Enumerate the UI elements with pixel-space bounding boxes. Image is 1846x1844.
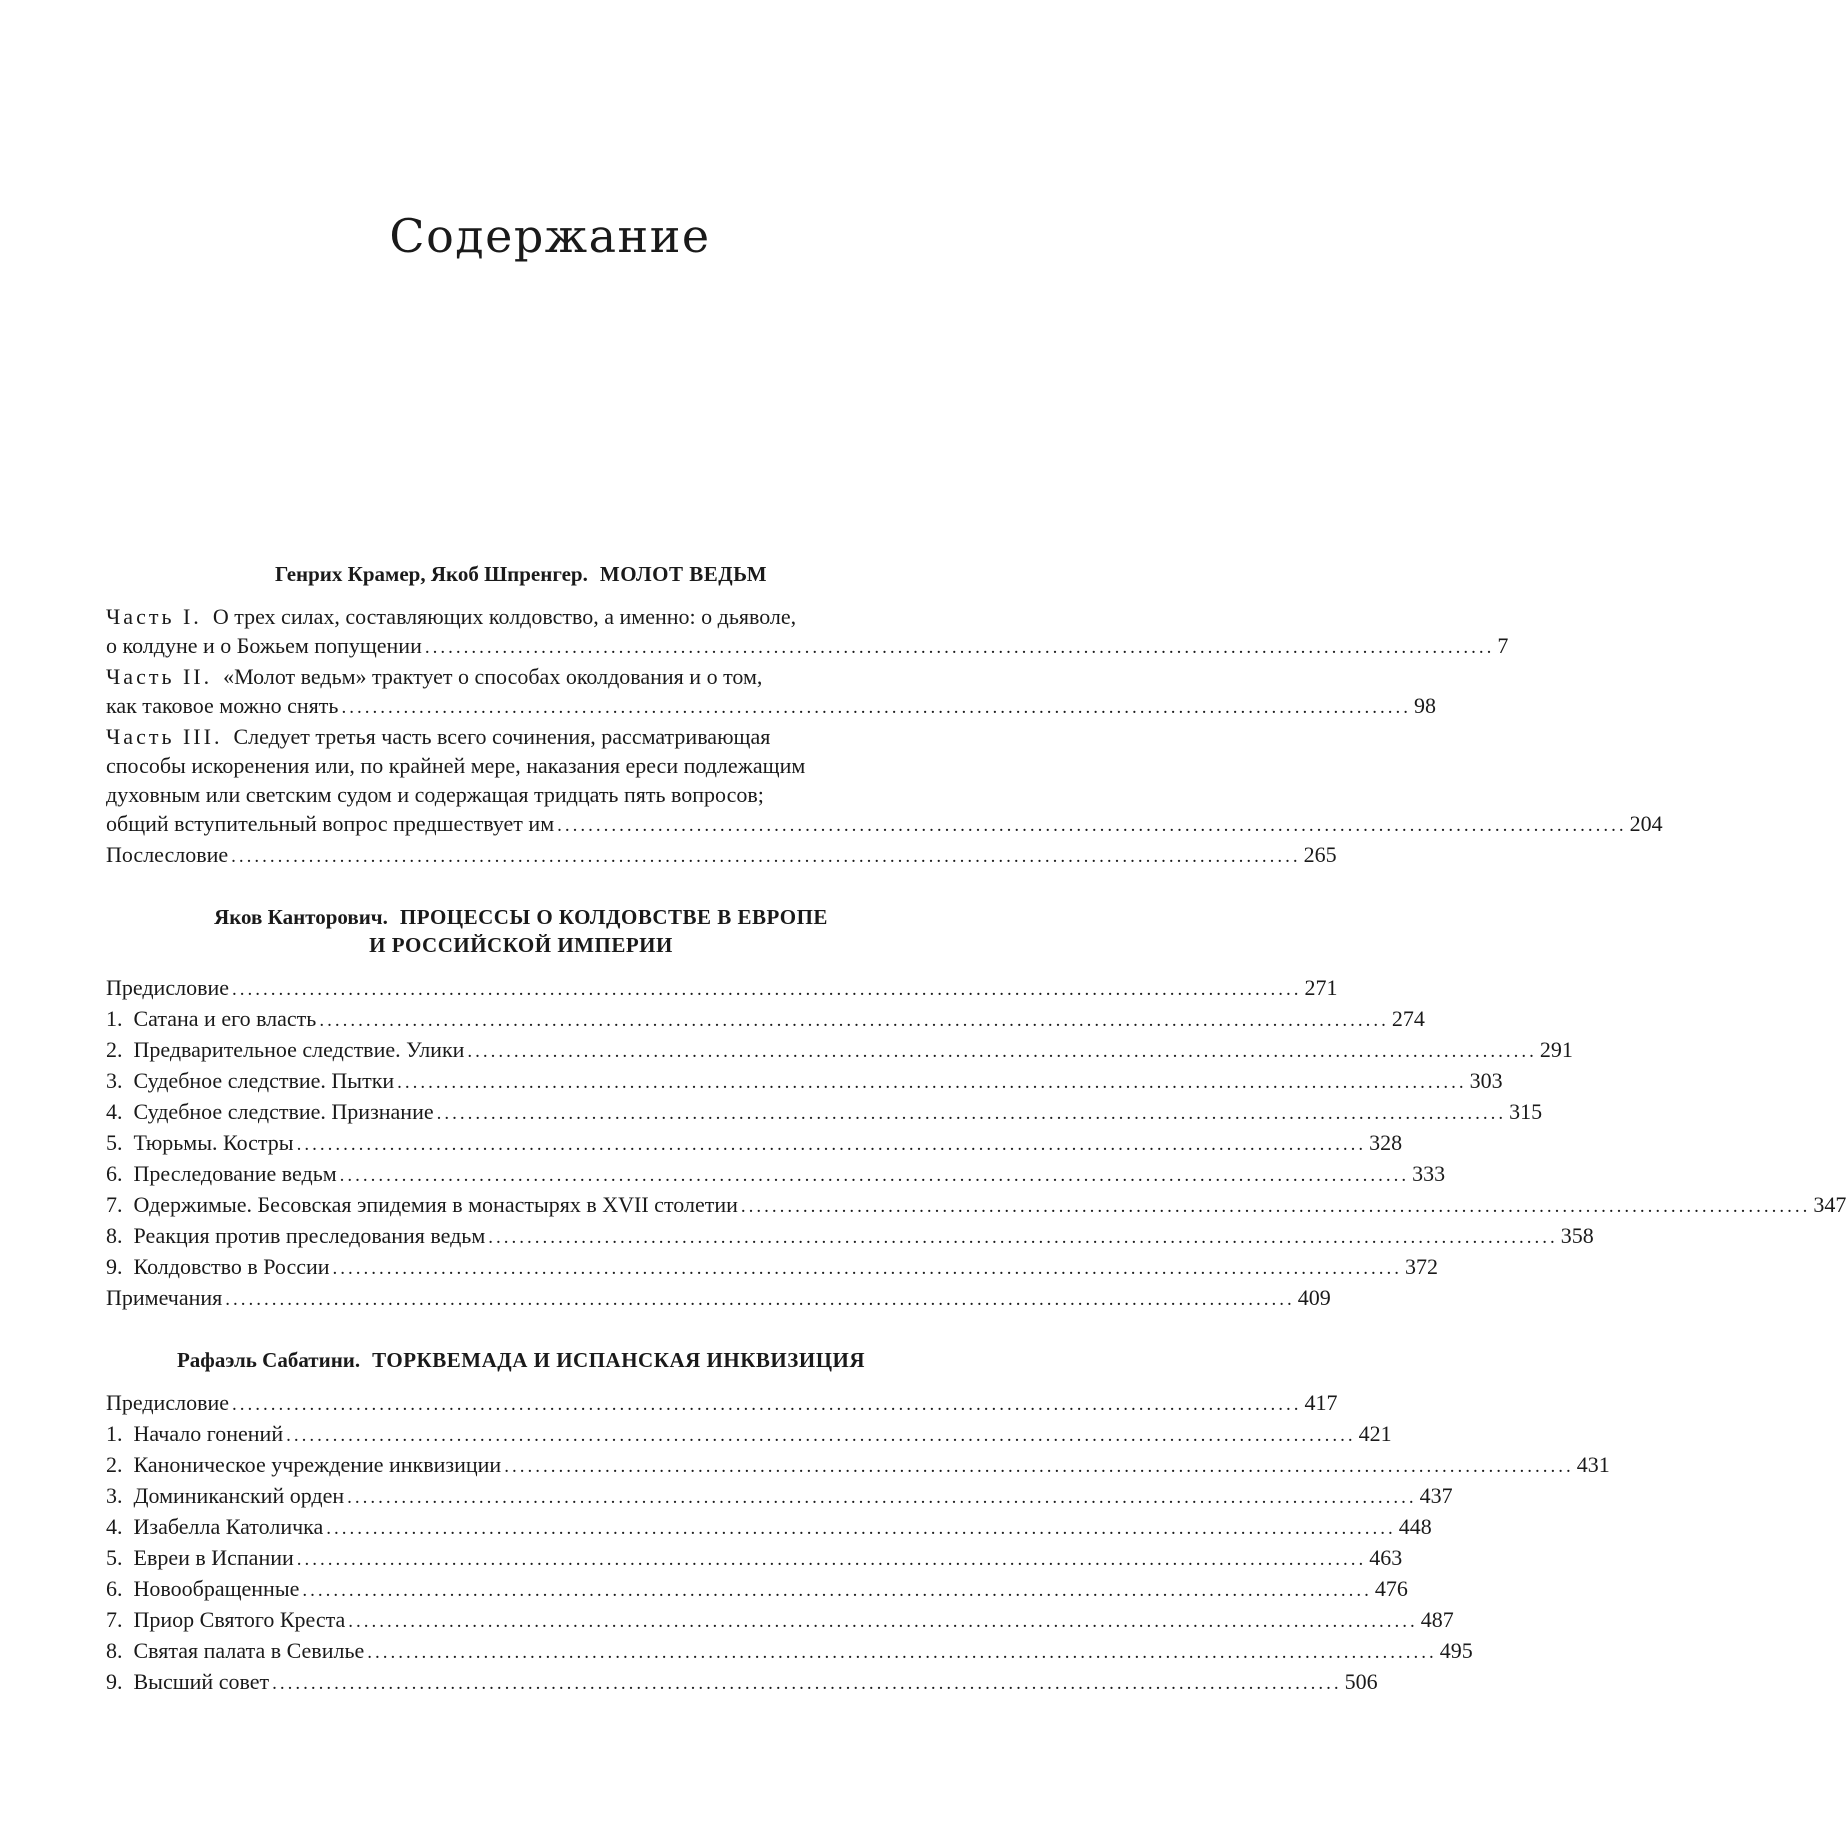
entry-list <box>106 1388 1610 1698</box>
toc-entry[interactable] <box>106 1605 1454 1636</box>
leader-dots: .......................................................................................................................................... <box>225 1289 1295 1310</box>
page-number: 315 <box>1509 1099 1543 1124</box>
section-heading <box>106 903 936 959</box>
toc-entry[interactable] <box>106 1035 1573 1066</box>
toc-section-kantorovich <box>106 903 1846 1314</box>
table-of-contents <box>106 560 1846 1730</box>
entry-last-line <box>106 691 1436 722</box>
leader-dots: .......................................................................................................................................... <box>424 637 1495 658</box>
entry-text: 5. Евреи в Испании <box>106 1545 294 1570</box>
toc-entry[interactable] <box>106 1419 1392 1450</box>
entry-text: 4. Изабелла Католичка <box>106 1514 324 1539</box>
leader-dots: .......................................................................................................................................... <box>348 1611 1418 1632</box>
toc-entry[interactable] <box>106 1667 1378 1698</box>
leader-dots: .......................................................................................................................................... <box>341 697 1411 718</box>
entry-last-line <box>106 631 1509 662</box>
toc-entry[interactable] <box>106 1574 1408 1605</box>
page-number: 476 <box>1374 1576 1408 1601</box>
leader-dots: .......................................................................................................................................... <box>397 1072 1467 1093</box>
leader-dots: .......................................................................................................................................... <box>339 1165 1410 1186</box>
entry-text: 7. Одержимые. Бесовская эпидемия в монастырях в XVII столетии <box>106 1192 738 1217</box>
leader-dots: .......................................................................................................................................... <box>557 815 1627 836</box>
leader-dots: .......................................................................................................................................... <box>232 1394 1302 1415</box>
leader-dots: .......................................................................................................................................... <box>326 1518 1396 1539</box>
page-number: 303 <box>1469 1068 1503 1093</box>
section-author: Яков Канторович. <box>214 905 388 929</box>
leader-dots: .......................................................................................................................................... <box>347 1487 1417 1508</box>
section-title: МОЛОТ ВЕДЬМ <box>599 562 768 586</box>
toc-entry[interactable] <box>106 602 1509 662</box>
entry-text: 9. Колдовство в России <box>106 1254 330 1279</box>
entry-list <box>106 973 1846 1314</box>
toc-entry[interactable] <box>106 1283 1331 1314</box>
leader-dots: .......................................................................................................................................... <box>296 1549 1367 1570</box>
part-label: Часть II. <box>106 664 213 689</box>
page-number: 417 <box>1304 1390 1338 1415</box>
page-number: 328 <box>1369 1130 1403 1155</box>
entry-text: 5. Тюрьмы. Костры <box>106 1130 294 1155</box>
page-number: 437 <box>1419 1483 1453 1508</box>
toc-entry[interactable] <box>106 1388 1338 1419</box>
entry-text: 8. Реакция против преследования ведьм <box>106 1223 486 1248</box>
section-heading <box>106 560 936 588</box>
section-title-line2: И РОССИЙСКОЙ ИМПЕРИИ <box>369 933 673 957</box>
toc-entry[interactable] <box>106 662 1436 722</box>
entry-text: 2. Предварительное следствие. Улики <box>106 1037 465 1062</box>
entry-text: 4. Судебное следствие. Признание <box>106 1099 434 1124</box>
leader-dots: .......................................................................................................................................... <box>286 1425 1356 1446</box>
toc-entry[interactable] <box>106 1252 1439 1283</box>
entry-text: 6. Новообращенные <box>106 1576 300 1601</box>
page-number: 487 <box>1420 1607 1454 1632</box>
section-author: Генрих Крамер, Якоб Шпренгер. <box>274 562 588 586</box>
page-number: 421 <box>1358 1421 1392 1446</box>
page-number: 495 <box>1439 1638 1473 1663</box>
entry-text: 2. Каноническое учреждение инквизиции <box>106 1452 502 1477</box>
entry-text: О трех силах, составляющих колдовство, а именно: о дьяволе, <box>212 604 797 629</box>
part-label: Часть I. <box>106 604 202 629</box>
toc-entry[interactable] <box>106 840 1337 871</box>
page-number: 271 <box>1304 975 1338 1000</box>
section-title: ТОРКВЕМАДА И ИСПАНСКАЯ ИНКВИЗИЦИЯ <box>372 1348 866 1372</box>
toc-entry[interactable] <box>106 1636 1473 1667</box>
toc-entry[interactable] <box>106 973 1338 1004</box>
entry-text: Предисловие <box>106 975 229 1000</box>
entry-first-line <box>106 662 936 691</box>
page-number: 265 <box>1303 842 1337 867</box>
toc-section-malleus <box>106 560 1663 871</box>
toc-entry[interactable] <box>106 1190 1846 1221</box>
page-number: 506 <box>1344 1669 1378 1694</box>
page-number: 463 <box>1369 1545 1403 1570</box>
page-number: 409 <box>1297 1285 1331 1310</box>
entry-text: Следует третья часть всего сочинения, рассматривающая <box>233 724 771 749</box>
entry-first-line <box>106 602 936 631</box>
page-number: 372 <box>1405 1254 1439 1279</box>
entry-text: духовным или светским судом и содержащая тридцать пять вопросов; <box>106 782 764 807</box>
page-number: 274 <box>1391 1006 1425 1031</box>
page-number: 7 <box>1497 633 1509 658</box>
page-number: 431 <box>1576 1452 1610 1477</box>
entry-text: 8. Святая палата в Севилье <box>106 1638 365 1663</box>
toc-entry[interactable] <box>106 1097 1543 1128</box>
leader-dots: .......................................................................................................................................... <box>488 1227 1558 1248</box>
leader-dots: .......................................................................................................................................... <box>740 1196 1811 1217</box>
page-number: 347 <box>1813 1192 1846 1217</box>
leader-dots: .......................................................................................................................................... <box>436 1103 1507 1124</box>
entry-text: как таковое можно снять <box>106 693 339 718</box>
entry-text: о колдуне и о Божьем попущении <box>106 633 422 658</box>
toc-entry[interactable] <box>106 1066 1503 1097</box>
page-number: 204 <box>1629 811 1663 836</box>
toc-entry[interactable] <box>106 722 1663 840</box>
toc-section-sabatini <box>106 1346 1610 1698</box>
entry-last-line <box>106 809 1663 840</box>
page-number: 448 <box>1398 1514 1432 1539</box>
leader-dots: .......................................................................................................................................... <box>319 1010 1389 1031</box>
entry-text: Предисловие <box>106 1390 229 1415</box>
page-number: 358 <box>1560 1223 1594 1248</box>
leader-dots: .......................................................................................................................................... <box>332 1258 1403 1279</box>
leader-dots: .......................................................................................................................................... <box>272 1673 1342 1694</box>
leader-dots: .......................................................................................................................................... <box>504 1456 1574 1477</box>
entry-text: 9. Высший совет <box>106 1669 270 1694</box>
entry-text: «Молот ведьм» трактует о способах околдования и о том, <box>223 664 763 689</box>
entry-first-line <box>106 722 936 751</box>
part-label: Часть III. <box>106 724 223 749</box>
leader-dots: .......................................................................................................................................... <box>232 979 1302 1000</box>
leader-dots: .......................................................................................................................................... <box>467 1041 1537 1062</box>
toc-entry[interactable] <box>106 1128 1403 1159</box>
toc-entry[interactable] <box>106 1481 1453 1512</box>
leader-dots: .......................................................................................................................................... <box>302 1580 1372 1601</box>
toc-entry[interactable] <box>106 1450 1610 1481</box>
section-author: Рафаэль Сабатини. <box>176 1348 361 1372</box>
entry-text: 6. Преследование ведьм <box>106 1161 337 1186</box>
toc-entry[interactable] <box>106 1159 1446 1190</box>
page-number: 333 <box>1412 1161 1446 1186</box>
toc-entry[interactable] <box>106 1512 1432 1543</box>
leader-dots: .......................................................................................................................................... <box>296 1134 1367 1155</box>
toc-entry[interactable] <box>106 1004 1425 1035</box>
entry-text: 3. Судебное следствие. Пытки <box>106 1068 395 1093</box>
entry-text: 3. Доминиканский орден <box>106 1483 345 1508</box>
leader-dots: .......................................................................................................................................... <box>231 846 1301 867</box>
entry-text: 1. Начало гонений <box>106 1421 284 1446</box>
page-title: Содержание <box>389 208 711 263</box>
entry-text: общий вступительный вопрос предшествует им <box>106 811 555 836</box>
leader-dots: .......................................................................................................................................... <box>367 1642 1437 1663</box>
toc-entry[interactable] <box>106 1221 1594 1252</box>
page-number: 291 <box>1539 1037 1573 1062</box>
entry-text: 1. Сатана и его власть <box>106 1006 317 1031</box>
section-title: ПРОЦЕССЫ О КОЛДОВСТВЕ В ЕВРОПЕ <box>399 905 828 929</box>
entry-text: 7. Приор Святого Креста <box>106 1607 346 1632</box>
entry-text: Примечания <box>106 1285 223 1310</box>
entry-text: Послесловие <box>106 842 229 867</box>
section-heading <box>106 1346 936 1374</box>
page-number: 98 <box>1413 693 1436 718</box>
toc-entry[interactable] <box>106 1543 1403 1574</box>
entry-text: способы искоренения или, по крайней мере, наказания ереси подлежащим <box>106 753 806 778</box>
